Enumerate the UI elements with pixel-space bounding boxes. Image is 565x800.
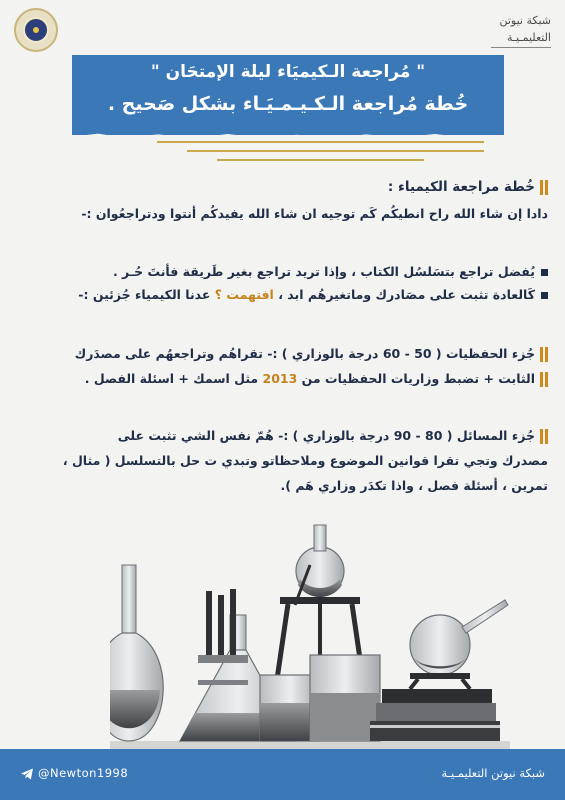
gold-divider-1 — [157, 141, 484, 143]
part1-line2: الثابت + تضبط وزاريات الحفظيات من 2013 مثل اسمك + اسئلة الفصل . — [85, 370, 548, 388]
social-handle: @Newton1998 — [38, 766, 129, 780]
part2-line2: مصدرك وتجي تقرا قوانين الموضوع وملاحظاتو وتبدي ت حل بالتسلسل ( مثال ، — [62, 453, 548, 468]
bullet-square-icon — [541, 292, 548, 299]
footer-brand-name: شبكة نيوتن التعليمـيـة — [441, 766, 545, 780]
banner-torn-edge — [72, 132, 504, 140]
brand-name — [491, 12, 551, 48]
gold-divider-2 — [187, 150, 484, 152]
plan-heading — [388, 178, 548, 196]
bullet-square-icon — [541, 269, 548, 276]
year-highlight: 2013 — [262, 371, 298, 386]
footer-bar — [0, 749, 565, 800]
bullet-1: يُفضل تراجع بتسَلسُل الكتاب ، وإذا تريد تراجع بغير طَريقة فأنتَ حُـر . — [113, 263, 548, 281]
gold-divider-3 — [217, 159, 424, 161]
title-banner — [72, 55, 504, 135]
part2-line3: تمرين ، أسئلة فصل ، واذا تكدَر وزاري هَم ). — [280, 478, 548, 493]
brand-line1: شبكة نيوتن — [499, 14, 551, 27]
book-stack — [370, 689, 500, 741]
highlight-text: افتهمت ؟ — [214, 287, 274, 302]
bullet-2: كَالعادة تثبت على مصَادرك وماتغيرهُم ابد ، افتهمت ؟ عدنا الكيمياء جُزئين :- — [78, 286, 548, 304]
section-marker — [545, 429, 548, 444]
brand-line2: التعليمـيـة — [506, 31, 551, 44]
plan-heading-text: خُطة مراجعة الكيمياء : — [387, 179, 535, 195]
school-logo — [14, 8, 58, 52]
heading-marker — [545, 180, 548, 195]
part1-line1: جُزء الحفظيات ( 50 - 60 درجة بالوزاري ) :- تقراهُم وتراجعهُم على مصدَرك — [75, 345, 548, 363]
telegram-icon — [20, 767, 34, 781]
banner-title: " مُراجعة الـكيميَاء ليلة الإمتحَان " — [150, 62, 426, 82]
banner-subtitle: خُطة مُراجعة الـكـيـمـيَـاء بشكل صَحيح . — [107, 93, 469, 115]
intro-text: دادا إن شاء الله راح انطيكُم كَم توجيه ان شاء الله يفيدكُم أنتوا ودتراجعُوان :- — [81, 206, 548, 221]
chemistry-lab-illustration — [110, 505, 510, 750]
round-flask — [110, 565, 163, 741]
brand-underline — [491, 47, 551, 48]
retort-flask — [410, 600, 508, 689]
section-marker — [545, 347, 548, 362]
section-marker — [545, 372, 548, 387]
part2-line1: جُزء المسائل ( 80 - 90 درجة بالوزاري ) :- هُمّ نفس الشي تثبت على — [118, 427, 548, 445]
